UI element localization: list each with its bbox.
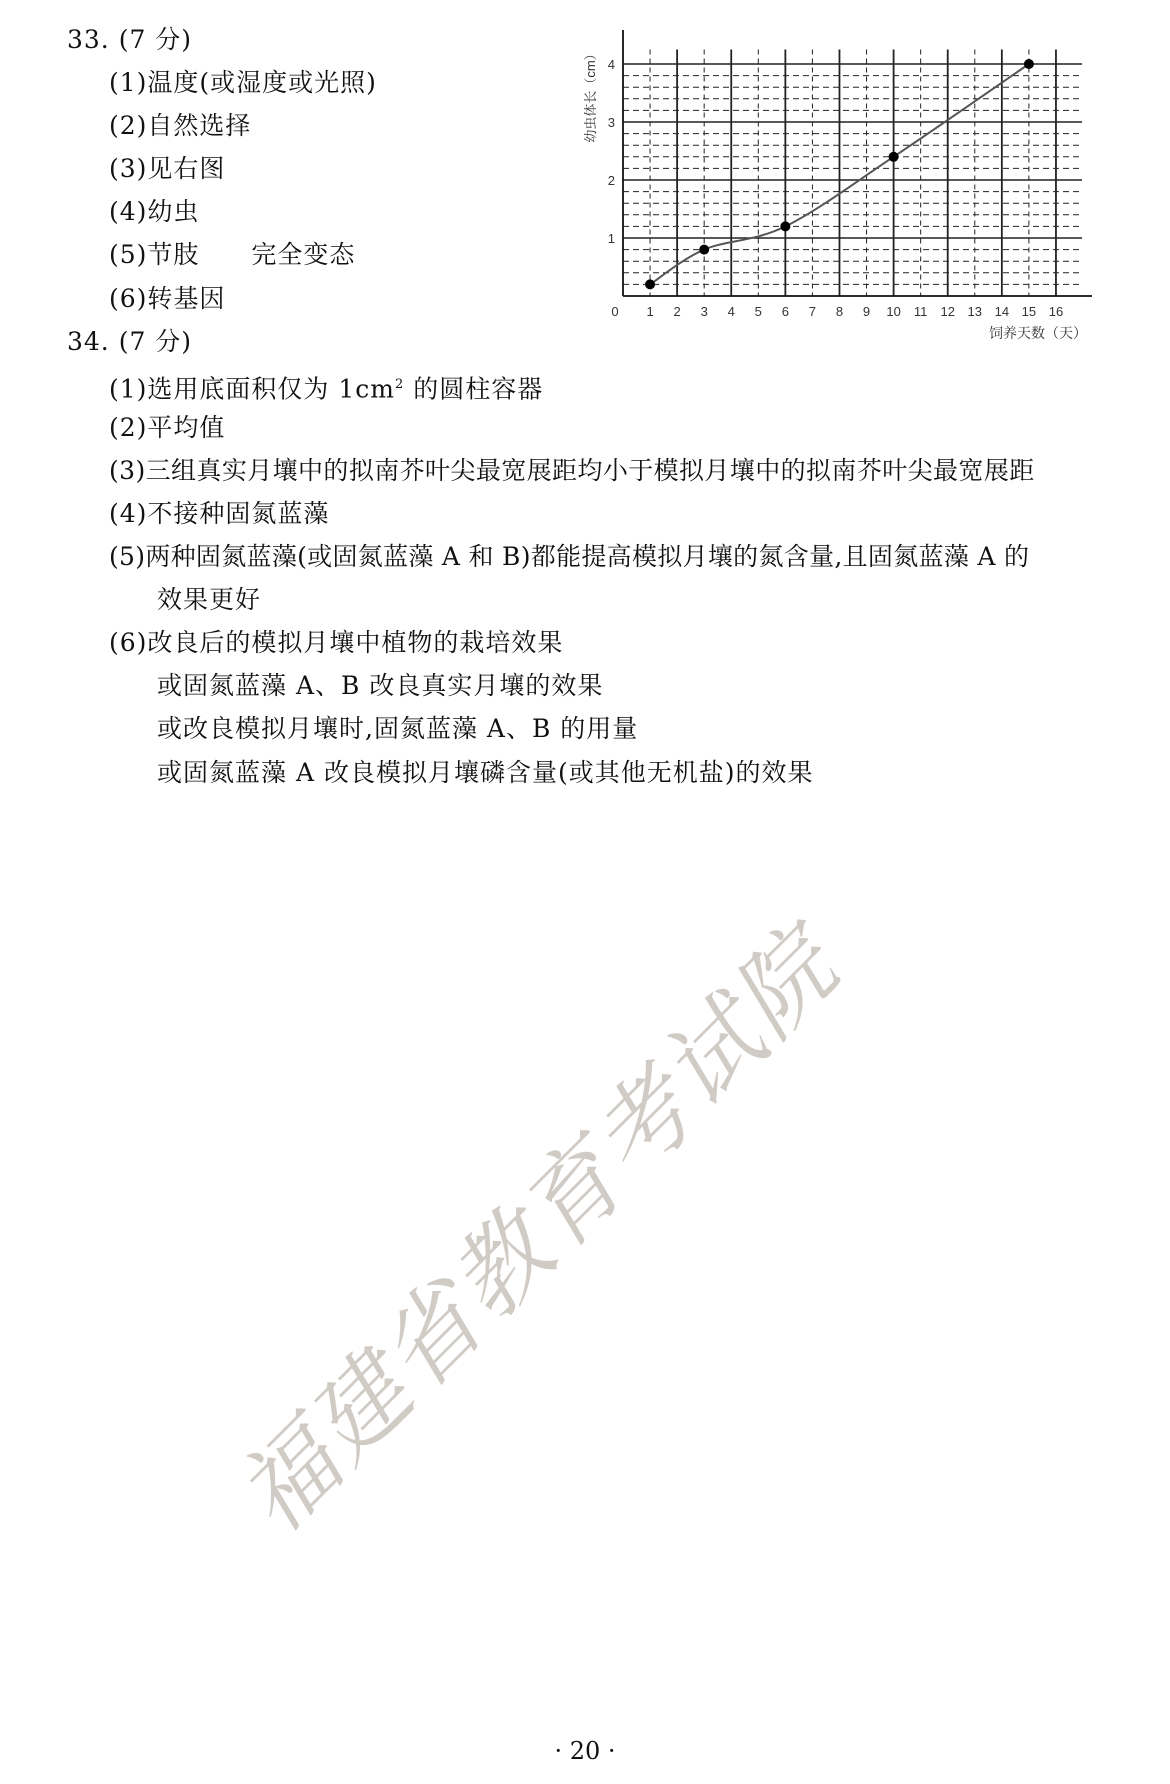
x-tick-label: 5	[754, 304, 762, 319]
x-tick-label: 14	[994, 304, 1010, 319]
x-tick-label: 16	[1048, 304, 1064, 319]
q33-item-3: (3)见右图	[109, 154, 226, 183]
q34-item-3: (3)三组真实月壤中的拟南芥叶尖最宽展距均小于模拟月壤中的拟南芥叶尖最宽展距	[109, 456, 1035, 485]
x-tick-label: 1	[646, 304, 654, 319]
q34-item-2: (2)平均值	[109, 413, 226, 442]
x-tick-label: 4	[727, 304, 735, 319]
q34-item-4: (4)不接种固氮蓝藻	[109, 499, 330, 528]
x-tick-label: 12	[940, 304, 955, 319]
x-tick-label: 11	[913, 304, 928, 319]
x-tick-label: 7	[808, 304, 817, 319]
q34-item-1-text-end: 的圆柱容器	[404, 374, 544, 404]
x-tick-label: 0	[611, 304, 619, 319]
q34-item-6-alt2: 或改良模拟月壤时,固氮蓝藻 A、B 的用量	[157, 714, 639, 743]
q34-item-5: (5)两种固氮蓝藻(或固氮蓝藻 A 和 B)都能提高模拟月壤的氮含量,且固氮蓝藻 A 的	[109, 542, 1030, 571]
data-point	[889, 152, 899, 162]
q33-item-1: (1)温度(或湿度或光照)	[109, 68, 377, 97]
data-point	[645, 279, 655, 289]
superscript: 2	[394, 377, 405, 392]
y-tick-label: 2	[607, 173, 615, 188]
q34-item-6-alt3: 或固氮蓝藻 A 改良模拟月壤磷含量(或其他无机盐)的效果	[157, 758, 814, 787]
watermark: 福建省教育考试院	[215, 908, 861, 1554]
q33-item-5: (5)节肢 完全变态	[109, 240, 356, 269]
q33-item-6: (6)转基因	[109, 284, 226, 313]
q34-item-6-alt1: 或固氮蓝藻 A、B 改良真实月壤的效果	[157, 671, 604, 700]
data-point	[699, 245, 709, 255]
y-axis-label: 幼虫体长（cm）	[583, 47, 598, 143]
data-point	[1024, 59, 1034, 69]
q34-item-6: (6)改良后的模拟月壤中植物的栽培效果	[109, 628, 564, 657]
x-axis-label: 饲养天数（天）	[989, 325, 1087, 340]
y-tick-label: 3	[607, 115, 615, 130]
q34-header: 34. (7 分)	[67, 327, 193, 356]
x-tick-label: 8	[835, 304, 844, 319]
x-tick-label: 2	[673, 304, 681, 319]
x-tick-label: 13	[967, 304, 983, 319]
q33-header: 33. (7 分)	[67, 25, 193, 54]
page-number: · 20 ·	[554, 1737, 616, 1765]
x-tick-label: 6	[781, 304, 789, 319]
q34-item-1	[109, 370, 543, 404]
growth-chart	[580, 20, 1120, 340]
y-tick-label: 4	[607, 57, 615, 72]
y-tick-label: 1	[607, 231, 615, 246]
q33-item-4: (4)幼虫	[109, 197, 200, 226]
data-point	[780, 221, 790, 231]
x-tick-label: 15	[1021, 304, 1037, 319]
q34-item-5-cont: 效果更好	[157, 585, 262, 614]
q34-item-1-text: (1)选用底面积仅为 1cm	[109, 374, 395, 404]
x-tick-label: 10	[886, 304, 901, 319]
q33-item-2: (2)自然选择	[109, 111, 252, 140]
x-tick-label: 3	[700, 304, 708, 319]
x-tick-label: 9	[862, 304, 871, 319]
